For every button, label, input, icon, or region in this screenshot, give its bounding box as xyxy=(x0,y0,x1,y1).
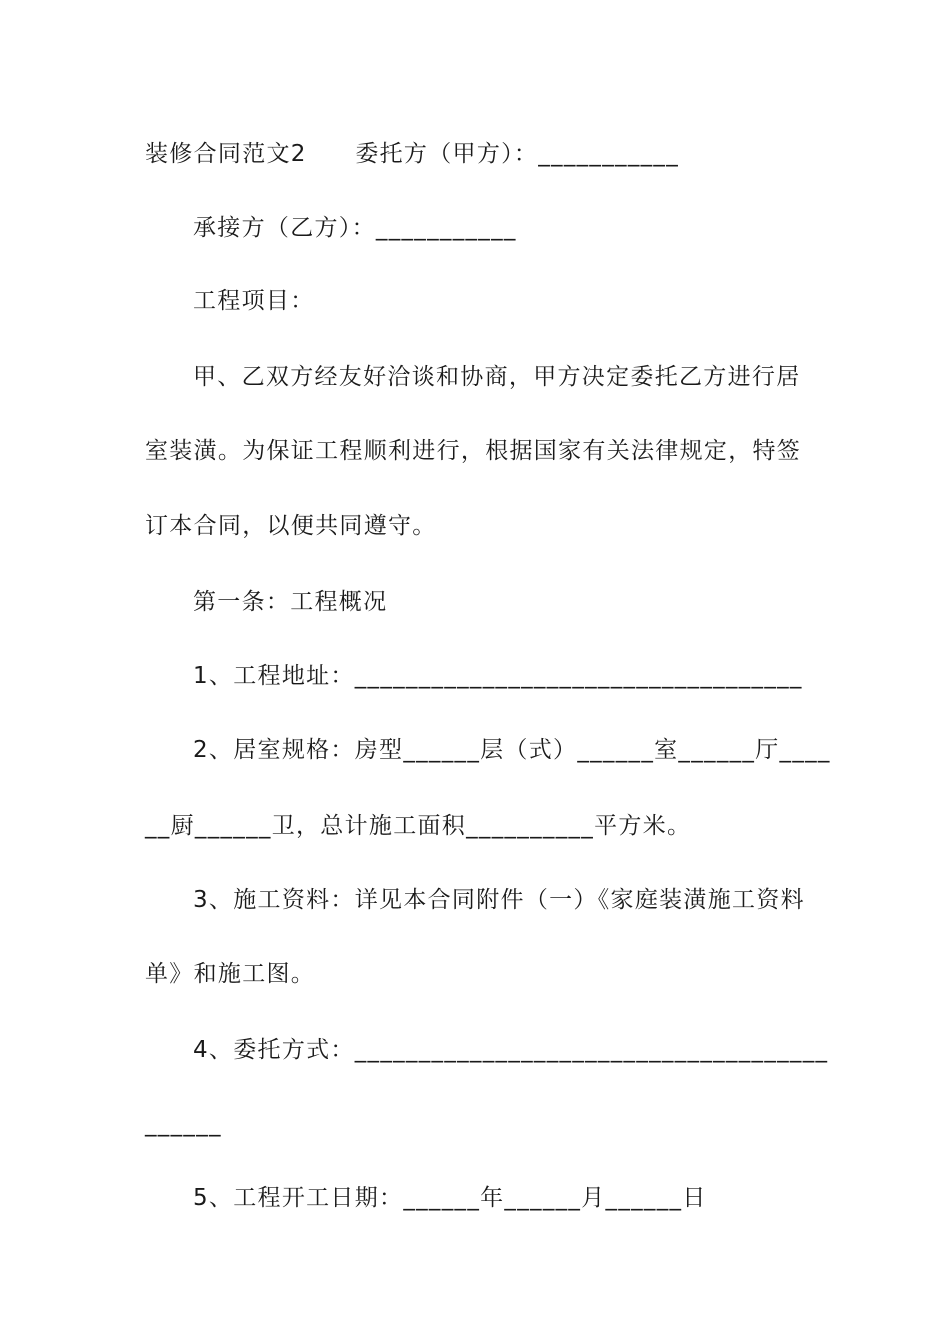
intro-paragraph-line-3: 订本合同，以便共同遵守。 xyxy=(145,513,437,539)
item-3-materials-line-2: 单》和施工图。 xyxy=(145,961,316,987)
intro-paragraph-line-2: 室装潢。为保证工程顺利进行，根据国家有关法律规定，特签 xyxy=(145,438,802,464)
intro-paragraph-line-1: 甲、乙双方经友好洽谈和协商，甲方决定委托乙方进行居 xyxy=(193,364,801,390)
item-5-start-date: 5、工程开工日期：______年______月______日 xyxy=(193,1185,707,1211)
item-1-address: 1、工程地址：___________________________________ xyxy=(193,663,803,689)
article-one-heading: 第一条：工程概况 xyxy=(193,589,388,615)
contract-heading-client-line: 装修合同范文2 委托方（甲方）：___________ xyxy=(145,141,680,167)
item-3-materials-line-1: 3、施工资料：详见本合同附件（一）《家庭装潢施工资料 xyxy=(193,887,805,913)
contractor-line: 承接方（乙方）：___________ xyxy=(193,215,517,241)
item-2-room-spec-line-2: __厨______卫，总计施工面积__________平方米。 xyxy=(145,813,692,839)
item-4-method-line-2: ______ xyxy=(145,1111,222,1137)
item-4-method-line-1: 4、委托方式：_____________________________________ xyxy=(193,1037,829,1063)
item-2-room-spec-line-1: 2、居室规格：房型______层（式）______室______厅____ xyxy=(193,737,831,763)
project-line: 工程项目： xyxy=(193,288,315,314)
